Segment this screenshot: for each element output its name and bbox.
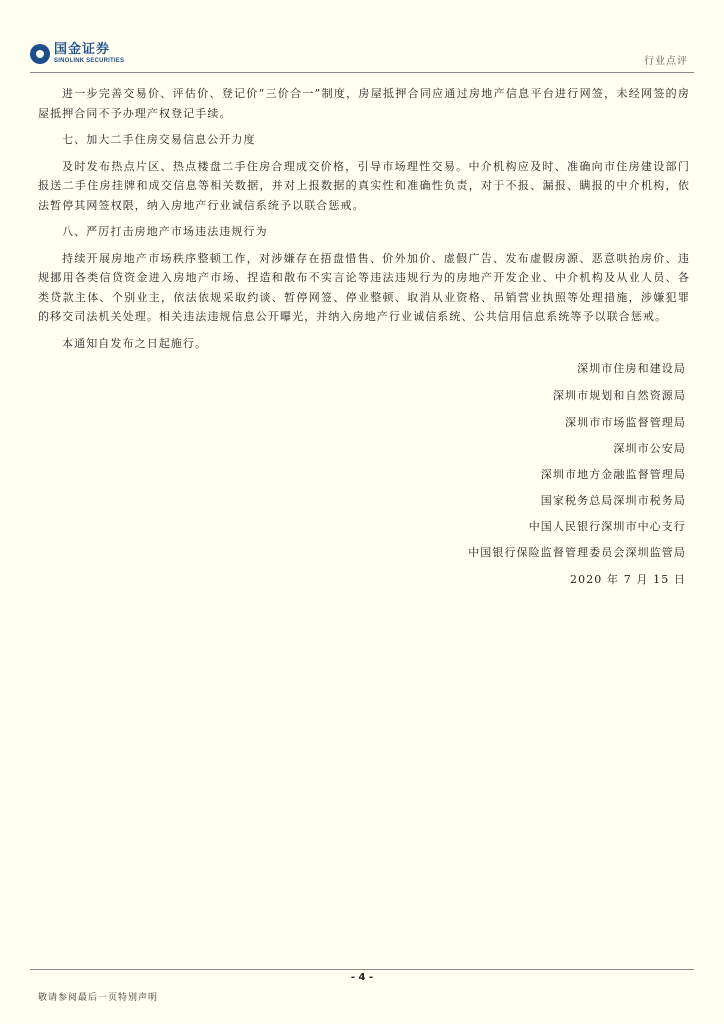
logo-chinese-name: 国金证券 [54, 42, 111, 57]
page-number: - 4 - [350, 972, 374, 983]
signatory: 中国人民银行深圳市中心支行 [528, 520, 686, 533]
section-heading-8: 八、严厉打击房地产市场违法违规行为 [62, 225, 268, 238]
issue-date: 2020 年 7 月 15 日 [570, 573, 686, 586]
document-body [38, 84, 690, 353]
signatory: 深圳市规划和自然资源局 [552, 389, 686, 402]
page-header [0, 0, 724, 74]
signatory: 深圳市地方金融监督管理局 [540, 468, 686, 481]
paragraph-section-8: 持续开展房地产市场秩序整顿工作，对涉嫌存在捂盘惜售、价外加价、虚假广告、发布虚假房源、恶意哄抬房价、违规挪用各类信贷资金进入房地产市场、捏造和散布不实言论等违法违规行为的房地产开发企业、中介机构及从业人员、各类贷款主体、个别业主，依法依规采取约谈、暂停网签、停业整顿、取消从业资格、吊销营业执照等处理措施，涉嫌犯罪的移交司法机关处理。相关违法违规信息公开曝光，并纳入房地产行业诚信系统、公共信用信息系统等予以联合惩戒。 [38, 251, 690, 323]
header-divider [30, 72, 694, 73]
signatory: 深圳市住房和建设局 [577, 362, 686, 375]
closing-statement: 本通知自发布之日起施行。 [62, 336, 208, 350]
signatory: 国家税务总局深圳市税务局 [540, 494, 686, 507]
paragraph-section-7: 及时发布热点片区、热点楼盘二手住房合理成交价格，引导市场理性交易。中介机构应及时、准确向市住房建设部门报送二手住房挂牌和成交信息等相关数据，并对上报数据的真实性和准确性负责，对于不报、漏报、瞒报的中介机构，依法暂停其网签权限，纳入房地产行业诚信系统予以联合惩戒。 [38, 159, 690, 212]
section-heading-7: 七、加大二手住房交易信息公开力度 [62, 133, 256, 146]
signatory: 中国银行保险监督管理委员会深圳监管局 [468, 546, 686, 559]
signatory: 深圳市公安局 [613, 442, 686, 455]
logo-icon [30, 44, 50, 64]
company-logo [30, 43, 124, 64]
disclaimer-note: 敬请参阅最后一页特别声明 [38, 993, 159, 1003]
signatory: 深圳市市场监督管理局 [565, 416, 686, 429]
logo-english-name: SINOLINK SECURITIES [54, 58, 125, 64]
paragraph-intro: 进一步完善交易价、评估价、登记价“三价合一”制度，房屋抵押合同应通过房地产信息平台进行网签，未经网签的房屋抵押合同不予办理产权登记手续。 [38, 87, 690, 120]
footer-divider [30, 969, 694, 970]
report-section-label: 行业点评 [644, 56, 688, 67]
